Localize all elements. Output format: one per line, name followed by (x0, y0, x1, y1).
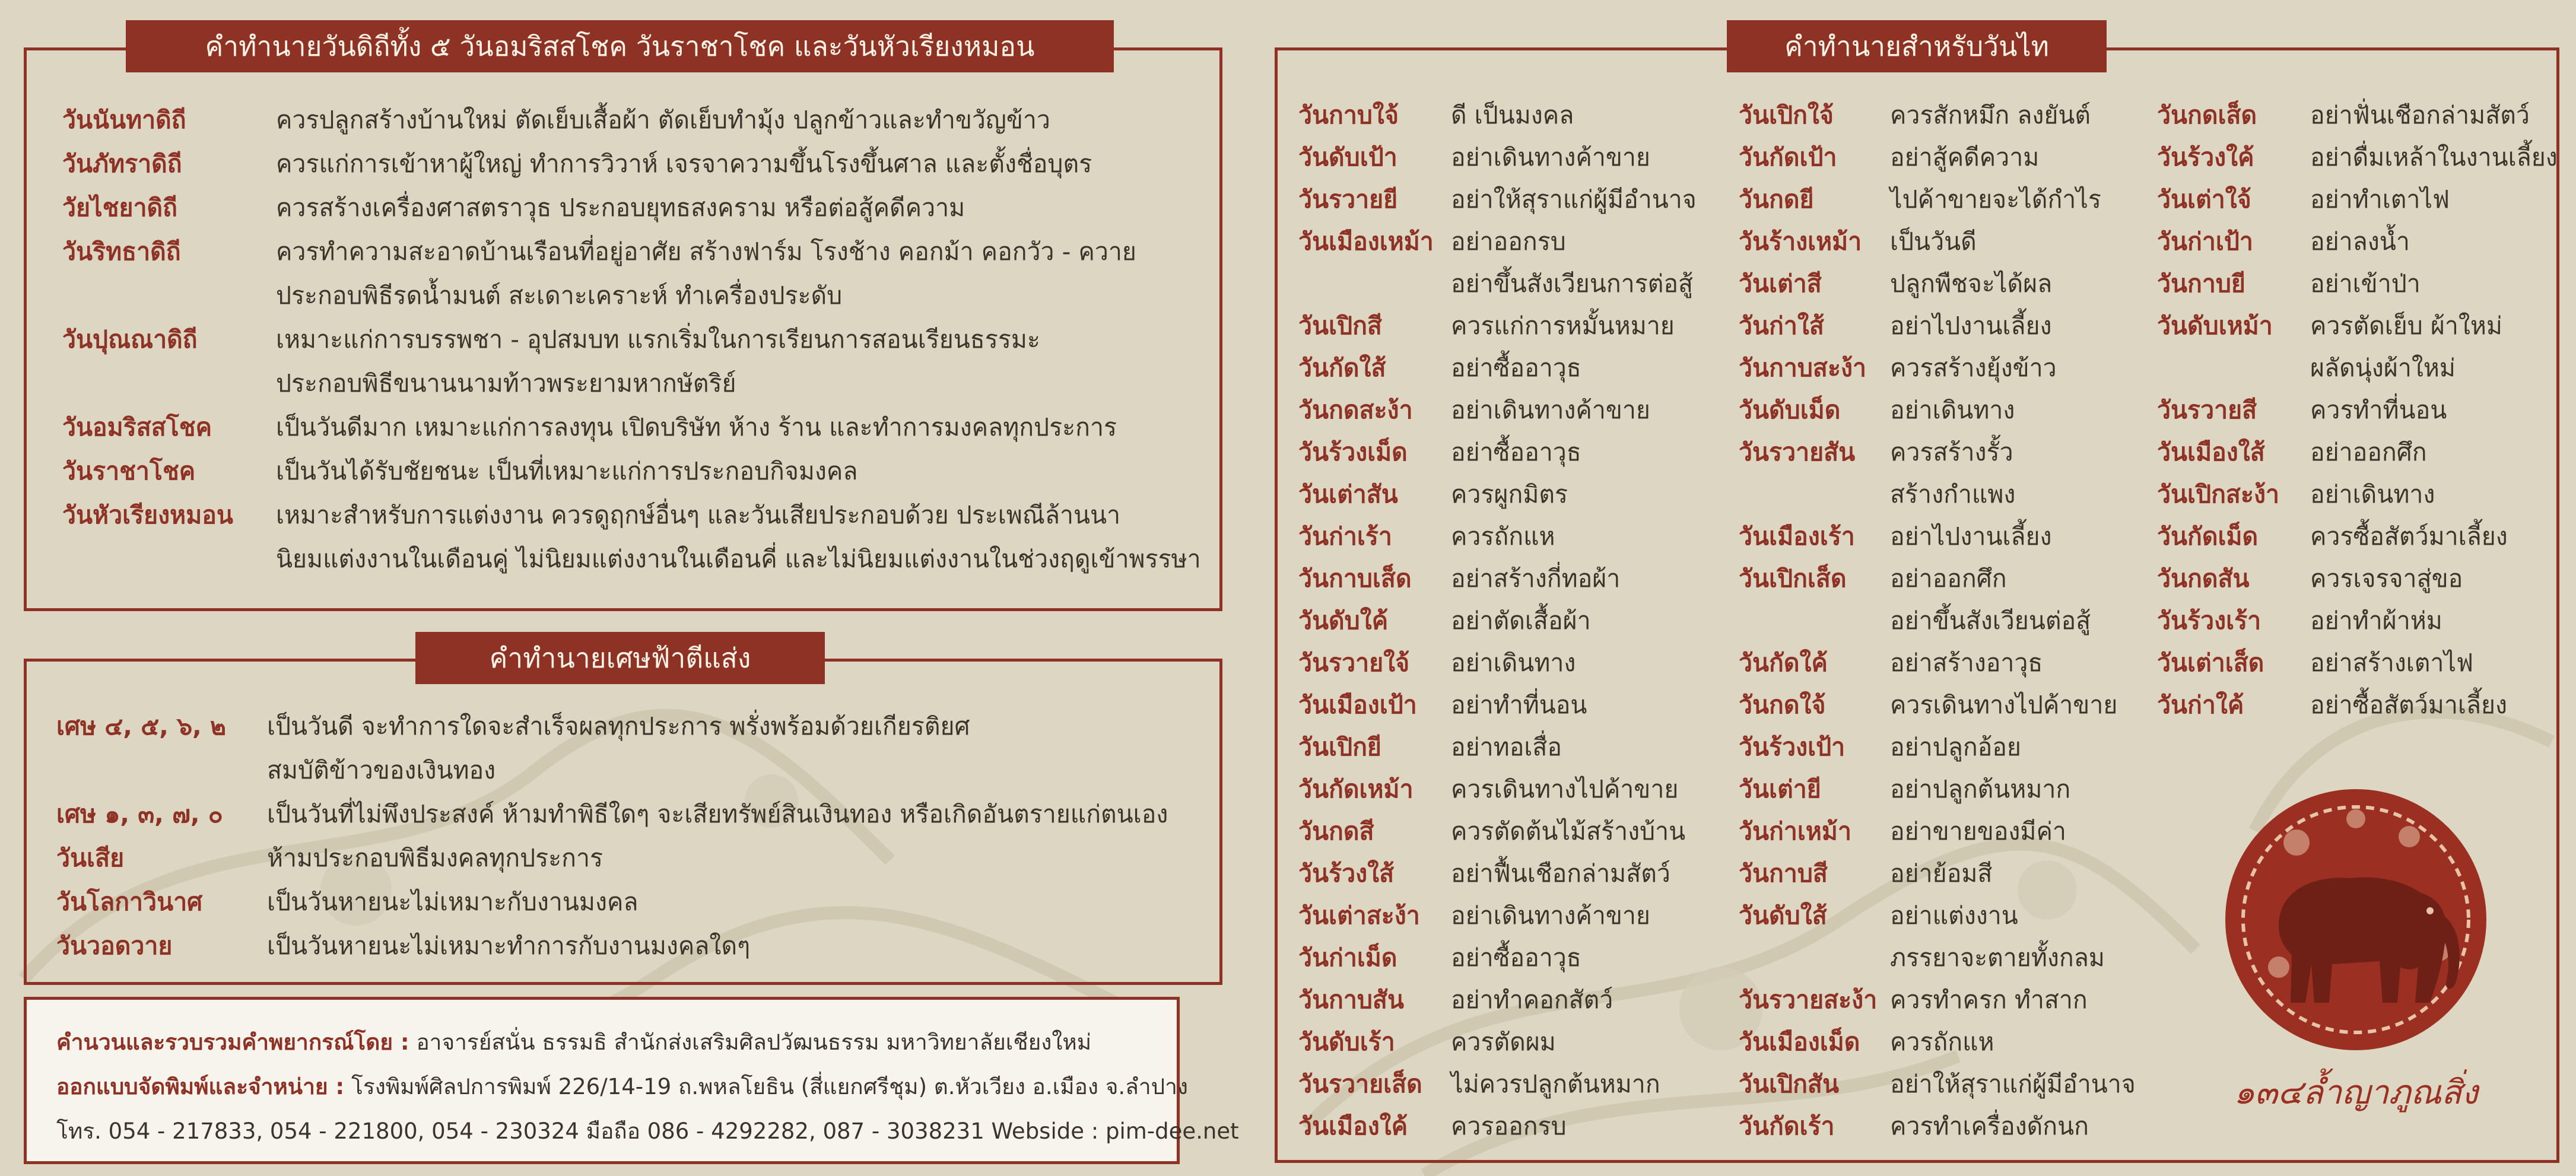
day-name: วันเมืองใค้ (1298, 1112, 1408, 1140)
prediction-text: อย่าซื้ออาวุธ (1451, 438, 1581, 466)
prediction-text: อย่าสู้คดีความ (1890, 143, 2040, 171)
prediction-text: ควรถักแห (1890, 1028, 1994, 1056)
day-name: วันราชาโชค (62, 457, 196, 485)
day-name: วันกาบสะง้า (1739, 354, 1867, 382)
day-name: วันกาบยี (2157, 269, 2245, 298)
credits-author-text: อาจารย์สนั่น ธรรมธิ สำนักส่งเสริมศิลปวัฒนธรรม มหาวิทยาลัยเชียงใหม่ (409, 1029, 1092, 1055)
day-name: วันเปิกสะง้า (2157, 480, 2280, 508)
prediction-text: ประกอบพิธีขนานนามท้าวพระยามหากษัตริย์ (276, 369, 736, 398)
prediction-text: อย่าออกศึก (1890, 564, 2007, 593)
day-name: วันก่าใค้ (2157, 691, 2244, 719)
day-name: วันก่าเป้า (2157, 227, 2253, 256)
prediction-text: อย่าไปงานเลี้ยง (1890, 522, 2052, 551)
prediction-text: อย่าย้อมสี (1890, 859, 1993, 888)
day-name: วันร้วงเร้า (2157, 606, 2261, 635)
prediction-text: ควรทำครก ทำสาก (1890, 986, 2088, 1014)
prediction-text: ควรสร้างรั้ว (1890, 438, 2013, 466)
day-name: วันเปิกสัน (1739, 1070, 1839, 1098)
prediction-text: อย่าดื่มเหล้าในงานเลี้ยง (2310, 143, 2558, 171)
prediction-text: ควรตัดเย็บ ผ้าใหม่ (2310, 312, 2502, 340)
prediction-text: ไม่ควรปลูกต้นหมาก (1451, 1070, 1660, 1098)
day-name: วันเต่าสัน (1298, 480, 1398, 508)
prediction-text: ควรเดินทางไปค้าขาย (1451, 775, 1679, 803)
day-name: วันอมริสสโชค (62, 413, 212, 441)
day-name: วันก่าเร้า (1298, 522, 1392, 551)
prediction-text: เหมาะสำหรับการแต่งงาน ควรดูฤกษ์อื่นๆ และวันเสียประกอบด้วย ประเพณีล้านนา (276, 501, 1121, 529)
auspicious-days-panel (24, 47, 1222, 611)
day-name: วันรวายสี (2157, 396, 2257, 424)
prediction-text: อย่าสร้างเตาไฟ (2310, 649, 2474, 677)
prediction-text: อย่าเดินทาง (1890, 396, 2015, 424)
prediction-text: ควรถักแห (1451, 522, 1555, 551)
day-name: วันกาบเส็ด (1298, 564, 1412, 593)
elephant-logo (2190, 771, 2522, 1127)
day-name: วันเมืองใส้ (2157, 438, 2265, 466)
day-name: วันก่าใส้ (1739, 312, 1824, 340)
credits-line-publisher (56, 1069, 1188, 1104)
day-name: วันดับเหม้า (2157, 312, 2273, 340)
day-name: วันร้วงใส้ (1298, 859, 1395, 888)
day-name: วันเปิกสี (1298, 312, 1382, 340)
day-name: วันกดสี (1298, 817, 1374, 846)
elephant-icon (2225, 789, 2486, 1050)
day-name: วัยไชยาดิถี (62, 193, 177, 222)
prediction-text: ไปค้าขายจะได้กำไร (1890, 185, 2101, 214)
prediction-text: อย่าลงน้ำ (2310, 227, 2410, 256)
day-name: วันกัดเร้า (1739, 1112, 1835, 1140)
logo-text: ๑๓๔ล้ำญาภูณสิ่ง (2234, 1073, 2478, 1112)
prediction-text: อย่าซื้อสัตว์มาเลี้ยง (2310, 691, 2508, 719)
day-name: วันนันทาดิถี (62, 106, 186, 134)
day-name: วันเต่าเส็ด (2157, 649, 2264, 677)
day-name: วันภัทราดิถี (62, 150, 182, 178)
prediction-text: อย่าตัดเสื้อผ้า (1451, 606, 1591, 635)
prediction-text: ควรออกรบ (1451, 1112, 1567, 1140)
auspicious-days-title: คำทำนายวันดิถีทั้ง ๕ วันอมริสสโชค วันราชาโชค และวันหัวเรียงหมอน (126, 20, 1114, 72)
prediction-text: อย่าออกศึก (2310, 438, 2427, 466)
prediction-text: อย่าทอเสื่อ (1451, 733, 1562, 761)
prediction-text: ประกอบพิธีรดน้ำมนต์ สะเดาะเคราะห์ ทำเครื่องประดับ (276, 281, 843, 310)
prediction-text: อย่าเข้าป่า (2310, 269, 2421, 298)
prediction-text: อย่าออกรบ (1451, 227, 1566, 256)
prediction-text: ห้ามประกอบพิธีมงคลทุกประการ (267, 844, 603, 872)
day-name: วันเมืองเร้า (1739, 522, 1855, 551)
prediction-text: อย่าไปงานเลี้ยง (1890, 312, 2052, 340)
day-name: วันกัดเป้า (1739, 143, 1837, 171)
day-name: วันกัดเม็ด (2157, 522, 2259, 551)
day-name: วันเมืองเหม้า (1298, 227, 1434, 256)
prediction-text: อย่าเดินทาง (1451, 649, 1576, 677)
day-name: วันดับเร้า (1298, 1028, 1395, 1056)
credits-contact: โทร. 054 - 217833, 054 - 221800, 054 - 230324 มือถือ 086 - 4292282, 087 - 3038231 Webside : pim-dee.net (56, 1118, 1239, 1144)
prediction-text: อย่าเดินทางค้าขาย (1451, 901, 1650, 930)
day-name: วันรวายใจ้ (1298, 649, 1410, 677)
day-name: วันโลกาวินาศ (56, 888, 203, 916)
prediction-text: เป็นวันได้รับชัยชนะ เป็นที่เหมาะแก่การประกอบกิจมงคล (276, 457, 858, 485)
prediction-text: ควรปลูกสร้างบ้านใหม่ ตัดเย็บเสื้อผ้า ตัดเย็บทำมุ้ง ปลูกข้าวและทำขวัญข้าว (276, 106, 1050, 134)
day-name: วันวอดวาย (56, 932, 173, 960)
day-name: วันก่าเม็ด (1298, 943, 1397, 972)
prediction-text: สมบัติข้าวของเงินทอง (267, 756, 496, 784)
prediction-text: ควรตัดต้นไม้สร้างบ้าน (1451, 817, 1686, 846)
prediction-text: ควรทำที่นอน (2310, 396, 2447, 424)
day-name: วันรวายสะง้า (1739, 986, 1878, 1014)
day-name: วันกาบใจ้ (1298, 101, 1399, 129)
prediction-text: เป็นวันดี (1890, 227, 1977, 256)
prediction-text: ควรสร้างเครื่องศาสตราวุธ ประกอบยุทธสงคราม หรือต่อสู้คดีความ (276, 193, 965, 222)
day-name: วันกัดเหม้า (1298, 775, 1414, 803)
day-name: วันร้างเหม้า (1739, 227, 1862, 256)
day-name: วันริทธาดิถี (62, 237, 181, 266)
prediction-text: อย่าซื้ออาวุธ (1451, 943, 1581, 972)
prediction-text: ควรซื้อสัตว์มาเลี้ยง (2310, 522, 2508, 551)
day-name: วันปุณณาดิถี (62, 325, 198, 354)
prediction-text: ควรสร้างยุ้งข้าว (1890, 354, 2057, 382)
day-name: วันกดใจ้ (1739, 691, 1826, 719)
day-name: วันดับเป้า (1298, 143, 1397, 171)
credits-publisher-label: ออกแบบจัดพิมพ์และจำหน่าย : (56, 1074, 345, 1099)
day-name: วันเปิกใจ้ (1739, 101, 1834, 129)
prediction-text: ดี เป็นมงคล (1451, 101, 1574, 129)
prediction-text: อย่าสร้างอาวุธ (1890, 649, 2043, 677)
tai-days-title: คำทำนายสำหรับวันไท (1727, 20, 2107, 72)
prediction-text: ผลัดนุ่งผ้าใหม่ (2310, 354, 2456, 382)
day-name: วันเปิกยี (1298, 733, 1381, 761)
day-name: วันกาบสี (1739, 859, 1828, 888)
day-name: วันดับใค้ (1298, 606, 1389, 635)
prediction-text: อย่าปลูกอ้อย (1890, 733, 2021, 761)
prediction-text: อย่าซื้ออาวุธ (1451, 354, 1581, 382)
prediction-text: ควรผูกมิตร (1451, 480, 1568, 508)
day-name: วันรวายสัน (1739, 438, 1856, 466)
prediction-text: ควรแก่การหมั้นหมาย (1451, 312, 1675, 340)
prediction-text: อย่าแต่งงาน (1890, 901, 2018, 930)
day-name: วันเสีย (56, 844, 125, 872)
credits-publisher-text: โรงพิมพ์ศิลปการพิมพ์ 226/14-19 ถ.พหลโยธิน (สี่แยกศรีชุม) ต.หัวเวียง อ.เมือง จ.ลำปาง (344, 1074, 1188, 1099)
prediction-text: อย่าทำเตาไฟ (2310, 185, 2450, 214)
day-name: วันเต่ายี (1739, 775, 1821, 803)
prediction-text: อย่าขายของมีค่า (1890, 817, 2066, 846)
prediction-text: ควรสักหมึก ลงยันต์ (1890, 101, 2091, 129)
day-name: วันกดสัน (2157, 564, 2250, 593)
prediction-text: ควรเจรจาสู่ขอ (2310, 564, 2463, 593)
prediction-text: ควรแก่การเข้าหาผู้ใหญ่ ทำการวิวาห์ เจรจาความขึ้นโรงขึ้นศาล และตั้งชื่อบุตร (276, 150, 1092, 178)
day-name: วันกัดใค้ (1739, 649, 1828, 677)
day-name: วันกดสะง้า (1298, 396, 1413, 424)
prediction-text: อย่าทำที่นอน (1451, 691, 1587, 719)
day-name: วันกดเส็ด (2157, 101, 2257, 129)
day-name: วันร้วงใค้ (2157, 143, 2254, 171)
day-name: วันร้วงเม็ด (1298, 438, 1408, 466)
credits-box (24, 997, 1239, 1164)
day-name: เศษ ๔, ๕, ๖, ๒ (56, 712, 226, 740)
day-name: วันดับใส้ (1739, 901, 1827, 930)
prediction-text: อย่าให้สุราแก่ผู้มีอำนาจ (1890, 1070, 2136, 1098)
day-name: วันเมืองเม็ด (1739, 1028, 1860, 1056)
prediction-text: ควรตัดผม (1451, 1028, 1556, 1056)
prediction-text: อย่าทำผ้าห่ม (2310, 606, 2442, 635)
day-name: เศษ ๑, ๓, ๗, ๐ (56, 800, 223, 828)
prediction-text: อย่าปลูกต้นหมาก (1890, 775, 2071, 803)
prediction-text: ควรทำความสะอาดบ้านเรือนที่อยู่อาศัย สร้างฟาร์ม โรงช้าง คอกม้า คอกวัว - ควาย (276, 237, 1136, 266)
prediction-text: เป็นวันหายนะไม่เหมาะกับงานมงคล (267, 888, 639, 916)
day-name: วันเปิกเส็ด (1739, 564, 1847, 593)
day-name: วันดับเม็ด (1739, 396, 1841, 424)
prediction-text: ควรเดินทางไปค้าขาย (1890, 691, 2118, 719)
prediction-text: นิยมแต่งงานในเดือนคู่ ไม่นิยมแต่งงานในเดือนคี่ และไม่นิยมแต่งงานในช่วงฤดูเข้าพรรษา (276, 545, 1201, 573)
remainder-title: คำทำนายเศษฟ้าตีแส่ง (415, 632, 825, 684)
prediction-text: อย่าขึ้นสังเวียนต่อสู้ (1890, 606, 2091, 635)
prediction-text: ภรรยาจะตายทั้งกลม (1890, 943, 2105, 972)
credits-line-author (56, 1025, 1091, 1060)
day-name: วันรวายยี (1298, 185, 1398, 214)
prediction-text: อย่าสร้างกี่ทอผ้า (1451, 564, 1621, 593)
day-name: วันเต่าใจ้ (2157, 185, 2251, 214)
day-name: วันหัวเรียงหมอน (62, 501, 233, 529)
prediction-text: อย่าทำคอกสัตว์ (1451, 986, 1613, 1014)
day-name: วันร้วงเป้า (1739, 733, 1846, 761)
prediction-text: อย่าเดินทางค้าขาย (1451, 396, 1650, 424)
prediction-text: อย่าเดินทาง (2310, 480, 2435, 508)
prediction-text: อย่าให้สุราแก่ผู้มีอำนาจ (1451, 185, 1697, 214)
credits-author-label: คำนวนและรวบรวมคำพยากรณ์โดย : (56, 1029, 409, 1055)
day-name: วันเต่าสี (1739, 269, 1822, 298)
prediction-text: เป็นวันหายนะไม่เหมาะทำการกับงานมงคลใดๆ (267, 932, 751, 960)
prediction-text: อย่าฟื้นเชือกล่ามสัตว์ (1451, 859, 1670, 888)
day-name: วันเมืองเป้า (1298, 691, 1417, 719)
day-name: วันกาบสัน (1298, 986, 1404, 1014)
prediction-text: สร้างกำแพง (1890, 480, 2016, 508)
prediction-text: เป็นวันที่ไม่พึงประสงค์ ห้ามทำพิธีใดๆ จะเสียทรัพย์สินเงินทอง หรือเกิดอันตรายแก่ตนเอง (267, 800, 1168, 828)
day-name: วันก่าเหม้า (1739, 817, 1851, 846)
prediction-text: เป็นวันดี จะทำการใดจะสำเร็จผลทุกประการ พรั่งพร้อมด้วยเกียรติยศ (267, 712, 970, 740)
prediction-text: ควรทำเครื่องดักนก (1890, 1112, 2089, 1140)
remainder-panel (24, 659, 1222, 985)
day-name: วันกดยี (1739, 185, 1814, 214)
prediction-text: อย่าขึ้นสังเวียนการต่อสู้ (1451, 269, 1693, 298)
day-name: วันรวายเส็ด (1298, 1070, 1422, 1098)
day-name: วันกัดใส้ (1298, 354, 1386, 382)
prediction-text: เป็นวันดีมาก เหมาะแก่การลงทุน เปิดบริษัท ห้าง ร้าน และทำการมงคลทุกประการ (276, 413, 1117, 441)
prediction-text: อย่าเดินทางค้าขาย (1451, 143, 1650, 171)
prediction-text: ปลูกพืชจะได้ผล (1890, 269, 2053, 298)
prediction-text: เหมาะแก่การบรรพชา - อุปสมบท แรกเริ่มในการเรียนการสอนเรียนธรรมะ (276, 325, 1040, 354)
day-name: วันเต่าสะง้า (1298, 901, 1420, 930)
prediction-text: อย่าฟั่นเชือกล่ามสัตว์ (2310, 101, 2530, 129)
